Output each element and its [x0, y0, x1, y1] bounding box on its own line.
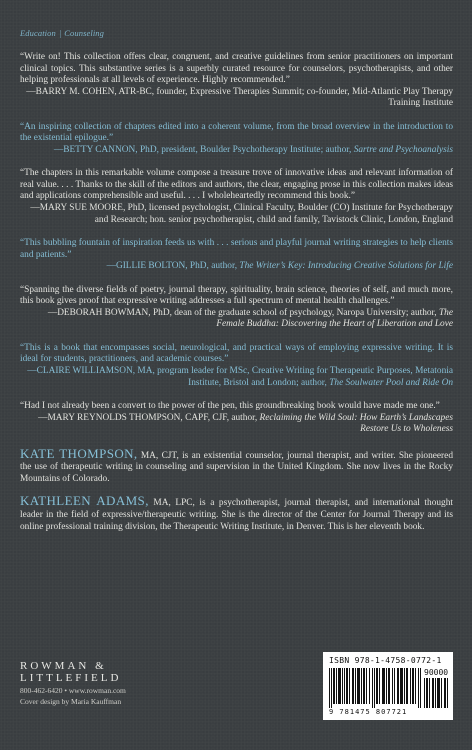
book-title: The Soulwater Pool and Ride On [329, 377, 453, 388]
quote-text: “An inspiring collection of chapters edited into a coherent volume, from the broad overview in the introduction to the existential epilogue.” [20, 121, 453, 144]
book-title: Reclaiming the Wild Soul: How Earth’s Landscapes Restore Us to Wholeness [259, 412, 453, 435]
quote-attribution [20, 366, 453, 389]
quote-attribution: —BARRY M. COHEN, ATR-BC, founder, Expressive Therapies Summit; co-founder, Mid-Atlantic Play Therapy Training Institute [26, 86, 453, 109]
endorsement-bolton [20, 238, 453, 273]
publisher-name-line2: LITTLEFIELD [20, 672, 122, 684]
publisher-contact: 800-462-6420 • www.rowman.com [20, 686, 126, 695]
endorsement-thompson [20, 401, 453, 436]
author-bio: MA, CJT, is an existential counselor, journal therapist, and writer. She pioneered the use of therapeutic writing in counseling and supervision in the United Kingdom. She now lives in the Rocky Mountains of Colorado. [20, 450, 453, 484]
quote-text: “This is a book that encompasses social, neurological, and practical ways of employing expressive writing. It is ideal for students, practitioners, and academic courses.” [20, 342, 453, 365]
author-bio: MA, LPC, is a psychotherapist, journal therapist, and international thought leader in the field of expressive/therapeutic writing. She is the director of the Center for Journal Therapy and its online professional training division, the Therapeutic Writing Institute, in Denver. This is her eleventh book. [20, 498, 453, 532]
quote-attribution [20, 145, 453, 157]
isbn-label: ISBN 978-1-4758-0772-1 [329, 656, 442, 665]
publisher-block [20, 660, 126, 706]
quote-text: “Spanning the diverse fields of poetry, journal therapy, spirituality, brain science, theories of self, and much more, this book gives proof that expressive writing addresses a full spectrum of mental health challenges.” [20, 284, 453, 307]
author-bio-adams [20, 495, 453, 533]
author-name: KATHLEEN ADAMS, [20, 493, 149, 509]
endorsement-cohen [20, 52, 453, 110]
category-education: Education [20, 28, 56, 38]
endorsement-bowman [20, 285, 453, 331]
quote-attribution [20, 413, 453, 436]
book-title: Sartre and Psychoanalysis [353, 144, 453, 155]
author-bio-thompson [20, 445, 453, 486]
barcode-box [323, 652, 453, 720]
category-line [20, 28, 453, 38]
quote-attribution [20, 308, 453, 331]
quote-text: “This bubbling fountain of inspiration feeds us with . . . serious and playful journal writing strategies to help clients and patients.” [20, 238, 453, 260]
quote-text: “The chapters in this remarkable volume compose a treasure trove of innovative ideas and relevant information of real value. . . . Thanks to the skill of the editors and authors, the clear, engaging prose in this collection makes ideas and applications comprehensible and useful. . . . I wholeheartedly recommend this book.” [20, 168, 453, 202]
attribution-text: —GILLIE BOLTON, PhD, author, [106, 261, 238, 272]
quote-text: “Write on! This collection offers clear, congruent, and creative guidelines from senior practitioners on important clinical topics. This substantive series is a superbly curated resource for counselors, psychotherapists, and other helping professionals at all levels of experience. Highly recommended.” [20, 52, 453, 86]
book-title: The Female Buddha: Discovering the Heart of Liberation and Love [216, 307, 453, 330]
quote-attribution [20, 261, 453, 273]
back-cover [20, 28, 453, 543]
author-name: KATE THOMPSON, [20, 445, 138, 461]
attribution-text: —BETTY CANNON, PhD, president, Boulder Psychotherapy Institute; author, [53, 144, 352, 155]
category-counseling: Counseling [64, 28, 105, 38]
endorsement-moore [20, 168, 453, 226]
barcode-icon [329, 668, 423, 708]
attribution-text: —DEBORAH BOWMAN, PhD, dean of the graduate school of psychology, Naropa University; author, [47, 307, 437, 318]
category-separator: | [58, 28, 62, 38]
book-title: The Writer’s Key: Introducing Creative Solutions for Life [239, 261, 453, 272]
attribution-text: —CLAIRE WILLIAMSON, MA, program leader for MSc, Creative Writing for Therapeutic Purposes, Metatonia Institute, Bristol and London; author, [27, 366, 453, 388]
cover-design-credit: Cover design by Maria Kauffman [20, 697, 122, 706]
barcode-number: 9 781475 807721 [329, 708, 408, 716]
price-code: 90000 [424, 668, 449, 677]
quote-text: “Had I not already been a convert to the power of the pen, this groundbreaking book would have made me one.” [20, 401, 440, 412]
endorsement-cannon [20, 122, 453, 157]
quote-attribution: —MARY SUE MOORE, PhD, licensed psychologist, Clinical Faculty, Boulder (CO) Institute for Psychotherapy and Research; hon. senior psychotherapist, child and family, Tavistock Clinic, London, England [30, 203, 453, 225]
attribution-text: —MARY REYNOLDS THOMPSON, CAPF, CJF, author, [38, 412, 258, 423]
addon-barcode-icon [424, 678, 450, 708]
endorsement-williamson [20, 343, 453, 389]
footer [20, 656, 453, 735]
publisher-name-line1: ROWMAN & [20, 660, 107, 672]
